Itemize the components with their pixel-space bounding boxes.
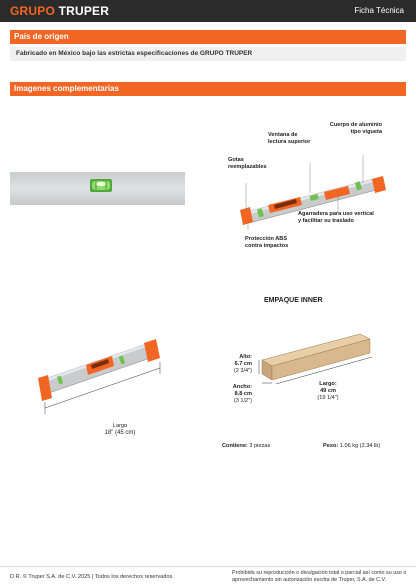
brand-word-grupo: GRUPO	[10, 4, 56, 18]
top-bar	[0, 0, 416, 22]
vial-graphic	[10, 172, 185, 205]
origin-heading-text: País de origen	[14, 32, 69, 41]
brand-word-truper: TRUPER	[58, 4, 110, 18]
origin-heading	[10, 30, 406, 44]
brand-logo	[10, 4, 109, 18]
footer-divider	[0, 566, 416, 567]
package-alto: Alto: 6.7 cm (2 3/4")	[233, 354, 252, 374]
callout-gotas: Gotas reemplazables	[228, 157, 267, 170]
vial-bubble	[96, 182, 106, 186]
package-box-image	[258, 330, 388, 385]
callout-ventana: Ventana de lectura superior	[268, 132, 311, 145]
package-title: EMPAQUE INNER	[264, 297, 323, 304]
level-closeup-image	[10, 172, 185, 205]
package-largo: Largo: 49 cm (19 1/4")	[317, 381, 339, 401]
callout-cuerpo: Cuerpo de aluminio tipo vigueta	[329, 122, 382, 135]
doc-title: Ficha Técnica	[354, 6, 404, 15]
footer-disclaimer: Prohibida su reproducción o divulgación total o parcial así como su uso o aprovechamiento sin autorización escrita de Truper, S.A. de C.V.	[232, 570, 407, 584]
level-length-image	[30, 328, 165, 418]
footer-copyright: D.R. © Truper S.A. de C.V. 2025 | Todos los derechos reservados.	[10, 574, 174, 580]
callout-agarradera: Agarradera para uso vertical y facilitar su traslado	[298, 211, 374, 224]
images-heading-text: Imagenes complementarias	[14, 84, 119, 93]
origin-row	[10, 47, 406, 61]
package-contiene: Contiene: 3 piezas	[222, 443, 271, 449]
package-peso: Peso: 1.06 kg (2.34 lb)	[323, 443, 381, 449]
package-ancho: Ancho: 8.8 cm (3 1/2")	[232, 384, 252, 404]
dimension-largo: Largo 18" (45 cm)	[104, 423, 136, 436]
callout-proteccion: Protección ABS contra impactos	[245, 236, 289, 249]
images-heading	[10, 82, 406, 96]
origin-text: Fabricado en México bajo las estrictas especificaciones de GRUPO TRUPER	[16, 50, 253, 57]
